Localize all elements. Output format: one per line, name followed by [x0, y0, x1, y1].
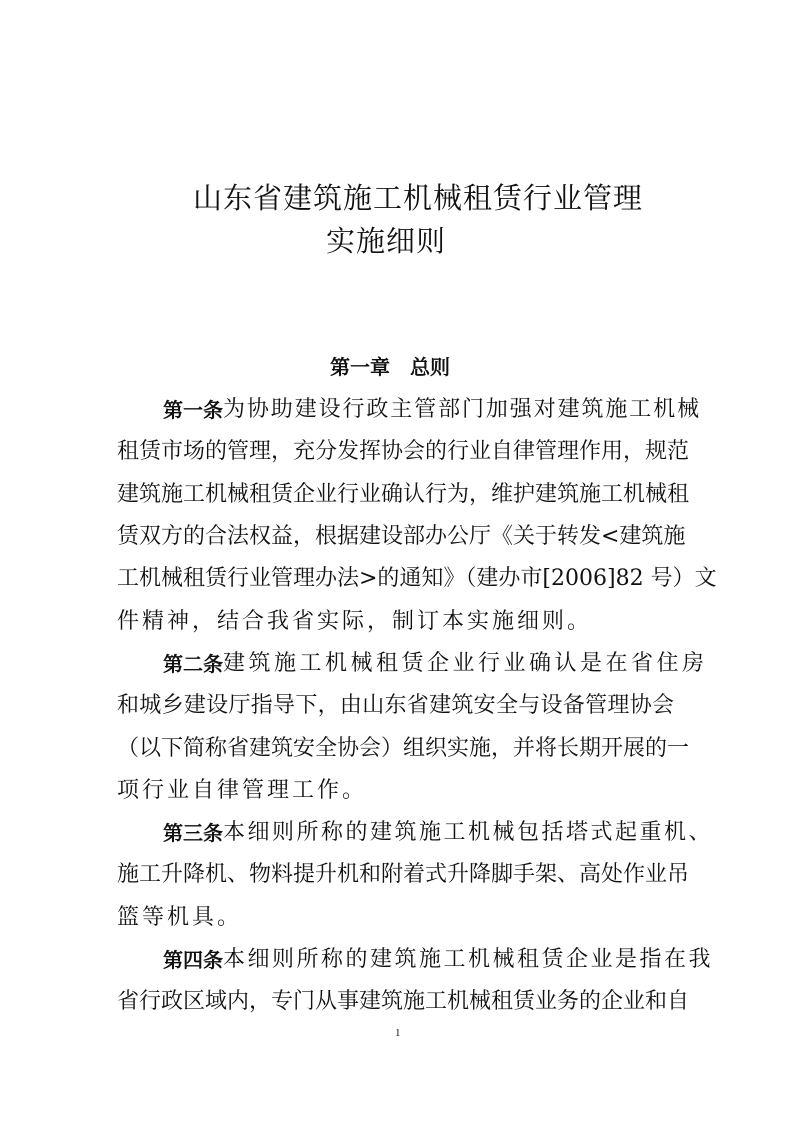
- chapter-heading: 第一章 总则: [330, 355, 450, 379]
- article-1-line: 件精神，结合我省实际，制订本实施细则。: [117, 609, 593, 634]
- article-1-first-line: [163, 395, 702, 425]
- document-title-line-2: 实施细则: [326, 224, 447, 258]
- page-number: 1: [395, 1027, 401, 1039]
- article-2-line: 和城乡建设厅指导下，由山东省建筑安全与设备管理协会: [117, 693, 674, 718]
- article-1-text: 为协助建设行政主管部门加强对建筑施工机械: [223, 397, 702, 422]
- article-3-line: 施工升降机、物料提升机和附着式升降脚手架、高处作业吊: [117, 862, 690, 887]
- article-3-line: 篮等机具。: [117, 905, 243, 930]
- article-2-line: （以下简称省建筑安全协会）组织实施，并将长期开展的一: [117, 736, 690, 761]
- article-2-label: 第二条: [163, 652, 223, 676]
- article-3-text: 本细则所称的建筑施工机械包括塔式起重机、: [223, 820, 714, 845]
- article-4-text: 本细则所称的建筑施工机械租赁企业是指在我: [223, 947, 714, 972]
- article-1-line: 工机械租赁行业管理办法>的通知》（建办市[2006]82 号）文: [117, 566, 717, 591]
- article-2-first-line: [163, 649, 708, 679]
- document-title-line-1: 山东省建筑施工机械租赁行业管理: [193, 181, 644, 215]
- article-3-label: 第三条: [163, 821, 223, 845]
- article-4-label: 第四条: [163, 948, 223, 972]
- article-2-text: 建筑施工机械租赁企业行业确认是在省住房: [223, 651, 708, 676]
- article-1-label: 第一条: [163, 398, 223, 422]
- article-1-line: 建筑施工机械租赁企业行业确认行为，维护建筑施工机械租: [117, 482, 690, 507]
- article-2-line: 项行业自律管理工作。: [117, 778, 368, 803]
- article-4-line: 省行政区域内，专门从事建筑施工机械租赁业务的企业和自: [117, 989, 690, 1014]
- article-1-line: 租赁市场的管理，充分发挥协会的行业自律管理作用，规范: [117, 439, 690, 464]
- article-1-line: 赁双方的合法权益，根据建设部办公厅《关于转发<建筑施: [117, 524, 686, 549]
- article-4-first-line: [163, 945, 714, 975]
- article-3-first-line: [163, 818, 714, 848]
